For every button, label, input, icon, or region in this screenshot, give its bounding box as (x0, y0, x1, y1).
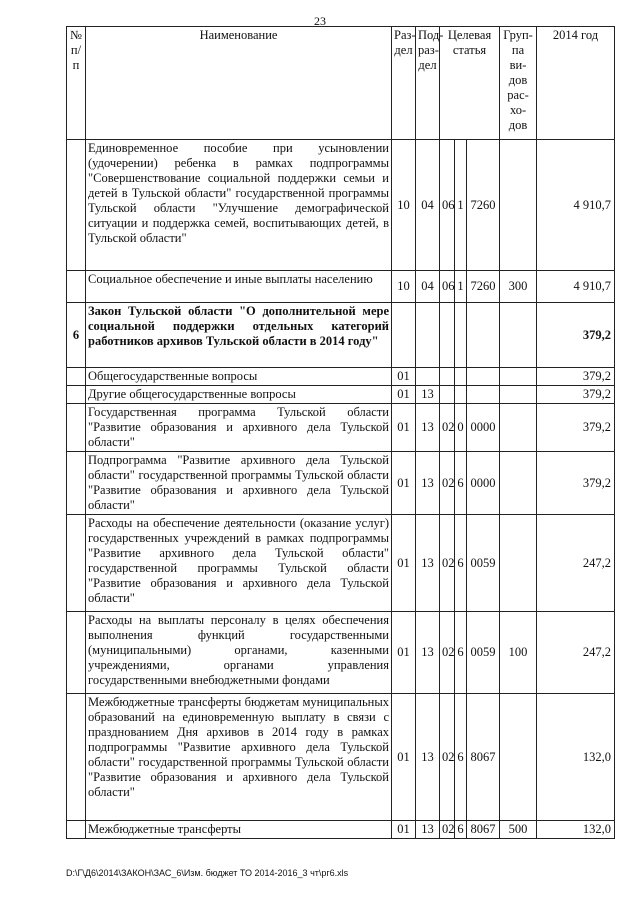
row-number (67, 694, 86, 821)
row-razdel: 01 (392, 515, 416, 612)
row-expense-group (500, 694, 537, 821)
row-amount: 4 910,7 (537, 140, 615, 271)
row-amount: 379,2 (537, 386, 615, 404)
row-expense-group: 500 (500, 821, 537, 839)
row-podrazdel: 13 (416, 821, 440, 839)
row-podrazdel: 04 (416, 140, 440, 271)
row-podrazdel: 13 (416, 404, 440, 452)
row-amount: 379,2 (537, 404, 615, 452)
row-razdel (392, 303, 416, 368)
row-expense-group: 300 (500, 271, 537, 303)
row-razdel: 01 (392, 368, 416, 386)
row-expense-group (500, 303, 537, 368)
row-podrazdel: 13 (416, 386, 440, 404)
row-target-subprogram: 6 (455, 694, 467, 821)
row-target-direction: 8067 (467, 694, 500, 821)
row-target-program: 02 (440, 694, 455, 821)
row-razdel: 01 (392, 694, 416, 821)
row-expense-group (500, 515, 537, 612)
table-header (67, 27, 615, 140)
row-expense-group (500, 386, 537, 404)
row-target-direction (467, 386, 500, 404)
row-amount: 247,2 (537, 612, 615, 694)
row-amount: 4 910,7 (537, 271, 615, 303)
row-name: Социальное обеспечение и иные выплаты населению (86, 271, 392, 303)
row-number (67, 612, 86, 694)
row-expense-group (500, 404, 537, 452)
row-number (67, 452, 86, 515)
row-number (67, 140, 86, 271)
row-expense-group (500, 368, 537, 386)
row-expense-group (500, 452, 537, 515)
row-name: Закон Тульской области "О дополнительной мере социальной поддержки отдельных категорий работников архивов Тульской области в 2014 году" (86, 303, 392, 368)
row-podrazdel: 13 (416, 452, 440, 515)
header-group: Груп-па ви-дов рас-хо-дов (500, 27, 537, 140)
row-target-program (440, 368, 455, 386)
header-year: 2014 год (537, 27, 615, 140)
row-name: Расходы на обеспечение деятельности (оказание услуг) государственных учреждений в рамках подпрограммы "Развитие архивного дела Тульской области" государственной программы Тульской области "Развитие образования и архивного дела Тульской области" (86, 515, 392, 612)
row-target-subprogram: 1 (455, 140, 467, 271)
row-target-direction (467, 303, 500, 368)
table-row (67, 821, 615, 839)
row-number (67, 821, 86, 839)
header-target: Целевая статья (440, 27, 500, 140)
table-row (67, 140, 615, 271)
row-target-subprogram: 6 (455, 452, 467, 515)
row-target-program (440, 386, 455, 404)
table-row (67, 452, 615, 515)
row-razdel: 01 (392, 404, 416, 452)
row-podrazdel (416, 303, 440, 368)
row-target-subprogram: 0 (455, 404, 467, 452)
table-row (67, 694, 615, 821)
row-razdel: 10 (392, 140, 416, 271)
row-amount: 132,0 (537, 694, 615, 821)
row-expense-group: 100 (500, 612, 537, 694)
header-razdel: Раз-дел (392, 27, 416, 140)
table-row (67, 386, 615, 404)
row-razdel: 01 (392, 821, 416, 839)
row-razdel: 01 (392, 452, 416, 515)
row-target-direction: 7260 (467, 140, 500, 271)
row-name: Единовременное пособие при усыновлении (удочерении) ребенка в рамках подпрограммы "Совершенствование социальной поддержки семьи и детей в Тульской области" государственной программы Тульской области "Улучшение демографической ситуации и поддержка семей, воспитывающих детей, в Тульской области" (86, 140, 392, 271)
row-target-direction: 0000 (467, 452, 500, 515)
header-num: № п/ п (67, 27, 86, 140)
row-target-direction: 0059 (467, 612, 500, 694)
file-path-footer: D:\Г\Д6\2014\ЗАКОН\ЗАС_6\Изм. бюджет ТО 2014-2016_3 чт\рг6.xls (66, 868, 349, 878)
row-target-subprogram: 1 (455, 271, 467, 303)
row-target-direction: 0059 (467, 515, 500, 612)
row-number: 6 (67, 303, 86, 368)
row-razdel: 10 (392, 271, 416, 303)
header-name: Наименование (86, 27, 392, 140)
row-podrazdel (416, 368, 440, 386)
table-row (67, 612, 615, 694)
row-name: Подпрограмма "Развитие архивного дела Тульской области" государственной программы Тульской области "Развитие образования и архивного дела Тульской области" (86, 452, 392, 515)
row-name: Государственная программа Тульской области "Развитие образования и архивного дела Тульской области" (86, 404, 392, 452)
row-target-program: 02 (440, 404, 455, 452)
row-target-subprogram (455, 386, 467, 404)
row-target-direction (467, 368, 500, 386)
row-razdel: 01 (392, 612, 416, 694)
row-podrazdel: 13 (416, 612, 440, 694)
row-name: Другие общегосударственные вопросы (86, 386, 392, 404)
row-target-program: 06 (440, 140, 455, 271)
row-amount: 247,2 (537, 515, 615, 612)
row-target-program: 02 (440, 821, 455, 839)
row-podrazdel: 04 (416, 271, 440, 303)
row-target-subprogram: 6 (455, 612, 467, 694)
row-name: Межбюджетные трансферты бюджетам муниципальных образований на единовременную выплату в связи с празднованием Дня архивов в 2014 году в рамках подпрограммы "Развитие архивного дела Тульской области" государственной программы Тульской области "Развитие образования и архивного дела Тульской области" (86, 694, 392, 821)
page-number: 23 (314, 14, 326, 28)
table-row (67, 404, 615, 452)
row-target-direction: 0000 (467, 404, 500, 452)
row-podrazdel: 13 (416, 515, 440, 612)
row-target-direction: 8067 (467, 821, 500, 839)
row-amount: 379,2 (537, 452, 615, 515)
row-name: Межбюджетные трансферты (86, 821, 392, 839)
row-number (67, 271, 86, 303)
row-target-program: 02 (440, 515, 455, 612)
budget-table (66, 26, 615, 839)
row-target-direction: 7260 (467, 271, 500, 303)
row-number (67, 404, 86, 452)
row-target-program: 02 (440, 612, 455, 694)
row-target-subprogram (455, 303, 467, 368)
table-row (67, 515, 615, 612)
row-target-program (440, 303, 455, 368)
table-row (67, 368, 615, 386)
table-row (67, 303, 615, 368)
header-podrazdel: Под-раз-дел (416, 27, 440, 140)
row-name: Расходы на выплаты персоналу в целях обеспечения выполнения функций государственными (муниципальными) органами, казенными учреждениями, органами управления государственными внебюджетными фондами (86, 612, 392, 694)
table-row (67, 271, 615, 303)
row-amount: 379,2 (537, 303, 615, 368)
row-number (67, 386, 86, 404)
row-amount: 132,0 (537, 821, 615, 839)
row-number (67, 368, 86, 386)
row-name: Общегосударственные вопросы (86, 368, 392, 386)
row-amount: 379,2 (537, 368, 615, 386)
row-expense-group (500, 140, 537, 271)
row-number (67, 515, 86, 612)
row-target-subprogram: 6 (455, 515, 467, 612)
row-podrazdel: 13 (416, 694, 440, 821)
row-target-program: 02 (440, 452, 455, 515)
row-target-subprogram: 6 (455, 821, 467, 839)
row-target-program: 06 (440, 271, 455, 303)
row-target-subprogram (455, 368, 467, 386)
row-razdel: 01 (392, 386, 416, 404)
